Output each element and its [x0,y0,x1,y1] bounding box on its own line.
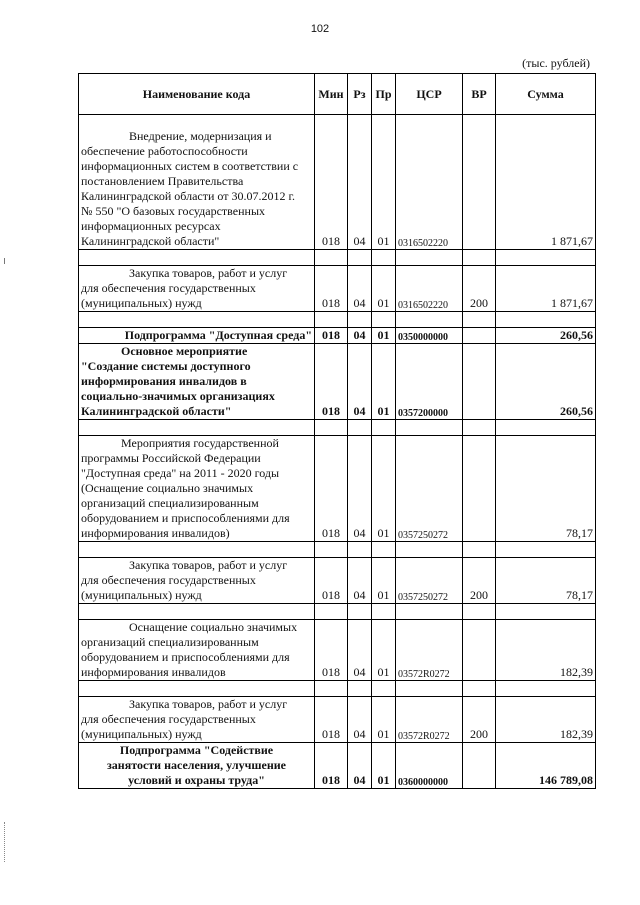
table-row [79,328,596,344]
name-line: информирования инвалидов) [81,526,230,540]
row-name [79,620,315,681]
row-name [79,115,315,250]
cell-vr: 200 [463,558,496,604]
name-line: Основное мероприятие [121,344,248,358]
name-line: организаций специализированным [81,635,259,649]
name-line: Оснащение социально значимых [129,620,298,634]
scan-mark [4,258,5,264]
row-name [79,697,315,743]
name-line: для обеспечения государственных [81,281,256,295]
cell-pr: 01 [372,620,396,681]
cell-vr [463,115,496,250]
name-line: информационных ресурсах [81,219,221,233]
name-line: постановлением Правительства [81,174,244,188]
cell-vr: 200 [463,266,496,312]
row-name [79,344,315,420]
name-line: оборудованием и приспособлениями для [81,650,290,664]
name-line: обеспечение работоспособности [81,144,248,158]
cell-rz: 04 [348,558,372,604]
table-row [79,620,596,681]
name-line: № 550 "О базовых государственных [81,204,266,218]
budget-table [78,73,596,789]
cell-min: 018 [315,115,348,250]
row-name [79,328,315,344]
cell-csr: 0316502220 [396,266,463,312]
cell-csr: 03572R0272 [396,697,463,743]
name-line: Калининградской области" [81,404,232,418]
header-sum: Сумма [496,74,596,115]
cell-pr: 01 [372,743,396,789]
cell-sum: 146 789,08 [496,743,596,789]
cell-sum: 78,17 [496,436,596,542]
table-row [79,115,596,250]
cell-rz: 04 [348,697,372,743]
row-name [79,266,315,312]
header-name: Наименование кода [79,74,315,115]
spacer-row [79,312,596,328]
spacer-row [79,250,596,266]
table-row [79,558,596,604]
cell-pr: 01 [372,436,396,542]
name-line: организаций специализированным [81,496,259,510]
cell-vr [463,743,496,789]
cell-csr: 03572R0272 [396,620,463,681]
cell-rz: 04 [348,115,372,250]
page-number: 102 [310,23,330,35]
name-line: информирования инвалидов [81,665,226,679]
cell-rz: 04 [348,266,372,312]
row-name [79,436,315,542]
cell-rz: 04 [348,436,372,542]
scan-mark [4,822,6,862]
cell-pr: 01 [372,558,396,604]
table-header-row [79,74,596,115]
name-line: Закупка товаров, работ и услуг [129,697,288,711]
row-name [79,743,315,789]
cell-min: 018 [315,743,348,789]
spacer-row [79,681,596,697]
name-line: Закупка товаров, работ и услуг [129,558,288,572]
name-line: условий и охраны труда" [128,773,265,787]
name-line: Подпрограмма "Доступная среда" [124,328,312,342]
cell-vr [463,436,496,542]
name-line: программы Российской Федерации [81,451,261,465]
name-line: социально-значимых организациях [81,389,275,403]
name-line: информационных систем в соответствии с [81,159,299,173]
name-line: оборудованием и приспособлениями для [81,511,290,525]
cell-sum: 260,56 [496,328,596,344]
cell-sum: 1 871,67 [496,115,596,250]
cell-csr: 0350000000 [396,328,463,344]
name-line: Калининградской области" [81,234,220,248]
cell-min: 018 [315,697,348,743]
cell-vr [463,344,496,420]
cell-rz: 04 [348,344,372,420]
name-line: "Доступная среда" на 2011 - 2020 годы [81,466,280,480]
header-min: Мин [315,74,348,115]
cell-min: 018 [315,558,348,604]
cell-min: 018 [315,266,348,312]
cell-rz: 04 [348,620,372,681]
spacer-row [79,604,596,620]
name-line: информирования инвалидов в [81,374,247,388]
cell-pr: 01 [372,328,396,344]
header-vr: ВР [463,74,496,115]
name-line: "Создание системы доступного [81,359,251,373]
cell-csr: 0316502220 [396,115,463,250]
header-pr: Пр [372,74,396,115]
name-line: (муниципальных) нужд [81,588,202,602]
cell-rz: 04 [348,328,372,344]
cell-csr: 0357250272 [396,558,463,604]
name-line: занятости населения, улучшение [106,758,286,772]
name-line: для обеспечения государственных [81,573,256,587]
cell-pr: 01 [372,266,396,312]
name-line: (Оснащение социально значимых [81,481,254,495]
cell-sum: 78,17 [496,558,596,604]
header-rz: Рз [348,74,372,115]
cell-csr: 0357250272 [396,436,463,542]
name-line: (муниципальных) нужд [81,296,202,310]
cell-sum: 182,39 [496,620,596,681]
name-line: Внедрение, модернизация и [129,129,272,143]
cell-csr: 0357200000 [396,344,463,420]
cell-pr: 01 [372,697,396,743]
cell-pr: 01 [372,344,396,420]
name-line: (муниципальных) нужд [81,727,202,741]
cell-csr: 0360000000 [396,743,463,789]
cell-sum: 1 871,67 [496,266,596,312]
header-csr: ЦСР [396,74,463,115]
name-line: Калининградской области от 30.07.2012 г. [81,189,296,203]
cell-min: 018 [315,436,348,542]
name-line: Закупка товаров, работ и услуг [129,266,288,280]
table-row [79,266,596,312]
cell-min: 018 [315,328,348,344]
cell-vr: 200 [463,697,496,743]
cell-pr: 01 [372,115,396,250]
cell-sum: 182,39 [496,697,596,743]
cell-min: 018 [315,620,348,681]
table-row [79,344,596,420]
cell-vr [463,620,496,681]
cell-min: 018 [315,344,348,420]
spacer-row [79,420,596,436]
spacer-row [79,542,596,558]
table-row [79,743,596,789]
cell-sum: 260,56 [496,344,596,420]
table-row [79,697,596,743]
units-label: (тыс. рублей) [522,56,590,70]
cell-vr [463,328,496,344]
name-line: Мероприятия государственной [121,436,279,450]
table-row [79,436,596,542]
name-line: Подпрограмма "Содействие [119,743,274,757]
row-name [79,558,315,604]
name-line: для обеспечения государственных [81,712,256,726]
cell-rz: 04 [348,743,372,789]
